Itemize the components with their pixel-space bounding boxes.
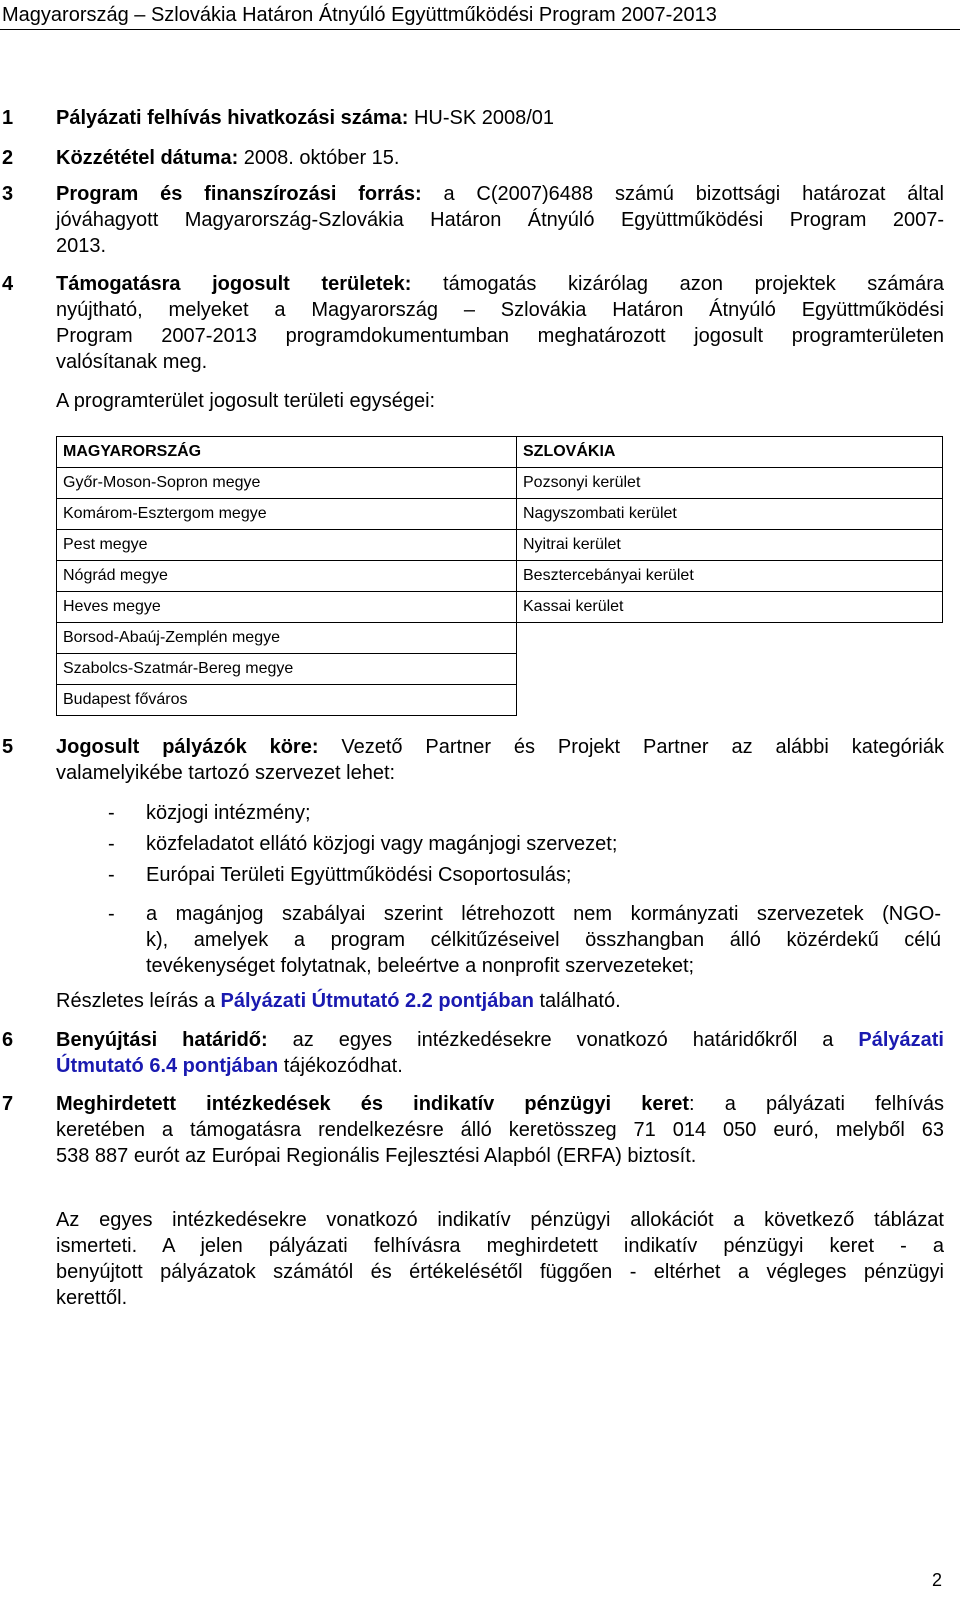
section-label: Program és finanszírozási forrás: [56, 183, 422, 205]
table-row [57, 499, 943, 530]
text-line: benyújtott pályázatok számától és értékelésétől függően - eltérhet a végleges pénzügyi [56, 1261, 944, 1283]
text-line: nyújtható, melyeket a Magyarország – Szlovákia Határon Átnyúló Együttműködési [56, 299, 944, 321]
section-text: az egyes intézkedésekre vonatkozó határidőkről a [267, 1029, 859, 1051]
section-number: 7 [2, 1093, 14, 1115]
list-text: Európai Területi Együttműködési Csoportosulás; [146, 864, 572, 886]
section-value: HU-SK 2008/01 [408, 107, 555, 129]
detail-text: Részletes leírás a [56, 990, 221, 1012]
table-row [57, 654, 943, 685]
empty-cell [517, 685, 943, 716]
section-number: 5 [2, 736, 14, 758]
text-line [56, 1091, 944, 1117]
section-label: Támogatásra jogosult területek: [56, 273, 412, 295]
hu-area-cell: Heves megye [57, 592, 517, 623]
detail-text: található. [533, 990, 621, 1012]
table-row [57, 592, 943, 623]
section-text: tájékozódhat. [278, 1055, 403, 1077]
text-line [56, 734, 944, 760]
section-text: Vezető Partner és Projekt Partner az alábbi kategóriák [318, 736, 944, 758]
sk-area-cell: Pozsonyi kerület [517, 468, 943, 499]
text-line: valósítanak meg. [56, 351, 208, 373]
sk-area-cell: Nagyszombati kerület [517, 499, 943, 530]
empty-cell [517, 623, 943, 654]
hu-area-cell: Nógrád megye [57, 561, 517, 592]
section-number: 3 [2, 183, 14, 205]
text-line: jóváhagyott Magyarország-Szlovákia Határon Átnyúló Együttműködési Program 2007- [56, 209, 944, 231]
text-line: kerettől. [56, 1287, 128, 1309]
section-label: Benyújtási határidő: [56, 1029, 268, 1051]
guide-link-6-4[interactable]: Pályázati [858, 1029, 944, 1051]
text-line: 2013. [56, 235, 107, 257]
list-dash: - [108, 864, 115, 886]
text-line: keretében a támogatásra rendelkezésre álló keretösszeg 71 014 050 euró, melyből 63 [56, 1119, 944, 1141]
table-row [57, 437, 943, 468]
table-row [57, 623, 943, 654]
guide-link-2-2[interactable]: Pályázati Útmutató 2.2 pontjában [220, 990, 534, 1012]
text-line: k), amelyek a program célkitűzéseivel összhangban álló közérdekű célú [146, 929, 941, 951]
running-header: Magyarország – Szlovákia Határon Átnyúló Együttműködési Program 2007-2013 [0, 2, 960, 30]
list-text: közjogi intézmény; [146, 802, 311, 824]
sk-header-cell: SZLOVÁKIA [517, 437, 943, 468]
hu-area-cell: Komárom-Esztergom megye [57, 499, 517, 530]
section-number: 6 [2, 1029, 14, 1051]
hu-area-cell: Borsod-Abaúj-Zemplén megye [57, 623, 517, 654]
text-line [56, 271, 944, 297]
section-label: Közzététel dátuma: [56, 147, 239, 169]
text-line: tevékenységet folytatnak, beleértve a nonprofit szervezeteket; [146, 955, 695, 977]
table-row [57, 530, 943, 561]
guide-link-6-4[interactable]: Útmutató 6.4 pontjában [56, 1055, 279, 1077]
table-row [57, 685, 943, 716]
section-value: 2008. október 15. [238, 147, 400, 169]
section-text: a C(2007)6488 számú bizottsági határozat által [421, 183, 944, 205]
eligible-areas-table [56, 436, 943, 716]
hu-area-cell: Budapest főváros [57, 685, 517, 716]
sk-area-cell: Besztercebányai kerület [517, 561, 943, 592]
section-label: Meghirdetett intézkedések és indikatív pénzügyi keret [56, 1093, 690, 1115]
table-row [57, 561, 943, 592]
sk-area-cell: Nyitrai kerület [517, 530, 943, 561]
text-line [56, 181, 944, 207]
empty-cell [517, 654, 943, 685]
detail-note [56, 988, 621, 1014]
hu-header-cell: MAGYARORSZÁG [57, 437, 517, 468]
text-line [56, 1053, 944, 1079]
text-line: valamelyikébe tartozó szervezet lehet: [56, 762, 396, 784]
hu-area-cell: Pest megye [57, 530, 517, 561]
section-label: Pályázati felhívás hivatkozási száma: [56, 107, 409, 129]
list-dash: - [108, 833, 115, 855]
section-label: Jogosult pályázók köre: [56, 736, 319, 758]
text-line: 538 887 eurót az Európai Regionális Fejlesztési Alapból (ERFA) biztosít. [56, 1145, 697, 1167]
list-text: közfeladatot ellátó közjogi vagy magánjogi szervezet; [146, 833, 618, 855]
section-number: 1 [2, 107, 14, 129]
hu-area-cell: Szabolcs-Szatmár-Bereg megye [57, 654, 517, 685]
sk-area-cell: Kassai kerület [517, 592, 943, 623]
text-line [56, 1027, 944, 1053]
text-line: Az egyes intézkedésekre vonatkozó indikatív pénzügyi allokációt a következő táblázat [56, 1209, 944, 1231]
text-line: a magánjog szabályai szerint létrehozott nem kormányzati szervezetek (NGO- [146, 903, 941, 925]
section-number: 4 [2, 273, 14, 295]
section-text: támogatás kizárólag azon projektek számára [411, 273, 944, 295]
list-dash: - [108, 903, 115, 925]
hu-area-cell: Győr-Moson-Sopron megye [57, 468, 517, 499]
table-row [57, 468, 943, 499]
area-intro: A programterület jogosult területi egységei: [56, 390, 436, 412]
list-dash: - [108, 802, 115, 824]
text-line: ismerteti. A jelen pályázati felhívásra meghirdetett indikatív pénzügyi keret - a [56, 1235, 944, 1257]
section-number: 2 [2, 147, 14, 169]
page-number: 2 [931, 1570, 942, 1590]
text-line: Program 2007-2013 programdokumentumban meghatározott jogosult programterületen [56, 325, 944, 347]
section-text: : a pályázati felhívás [689, 1093, 944, 1115]
